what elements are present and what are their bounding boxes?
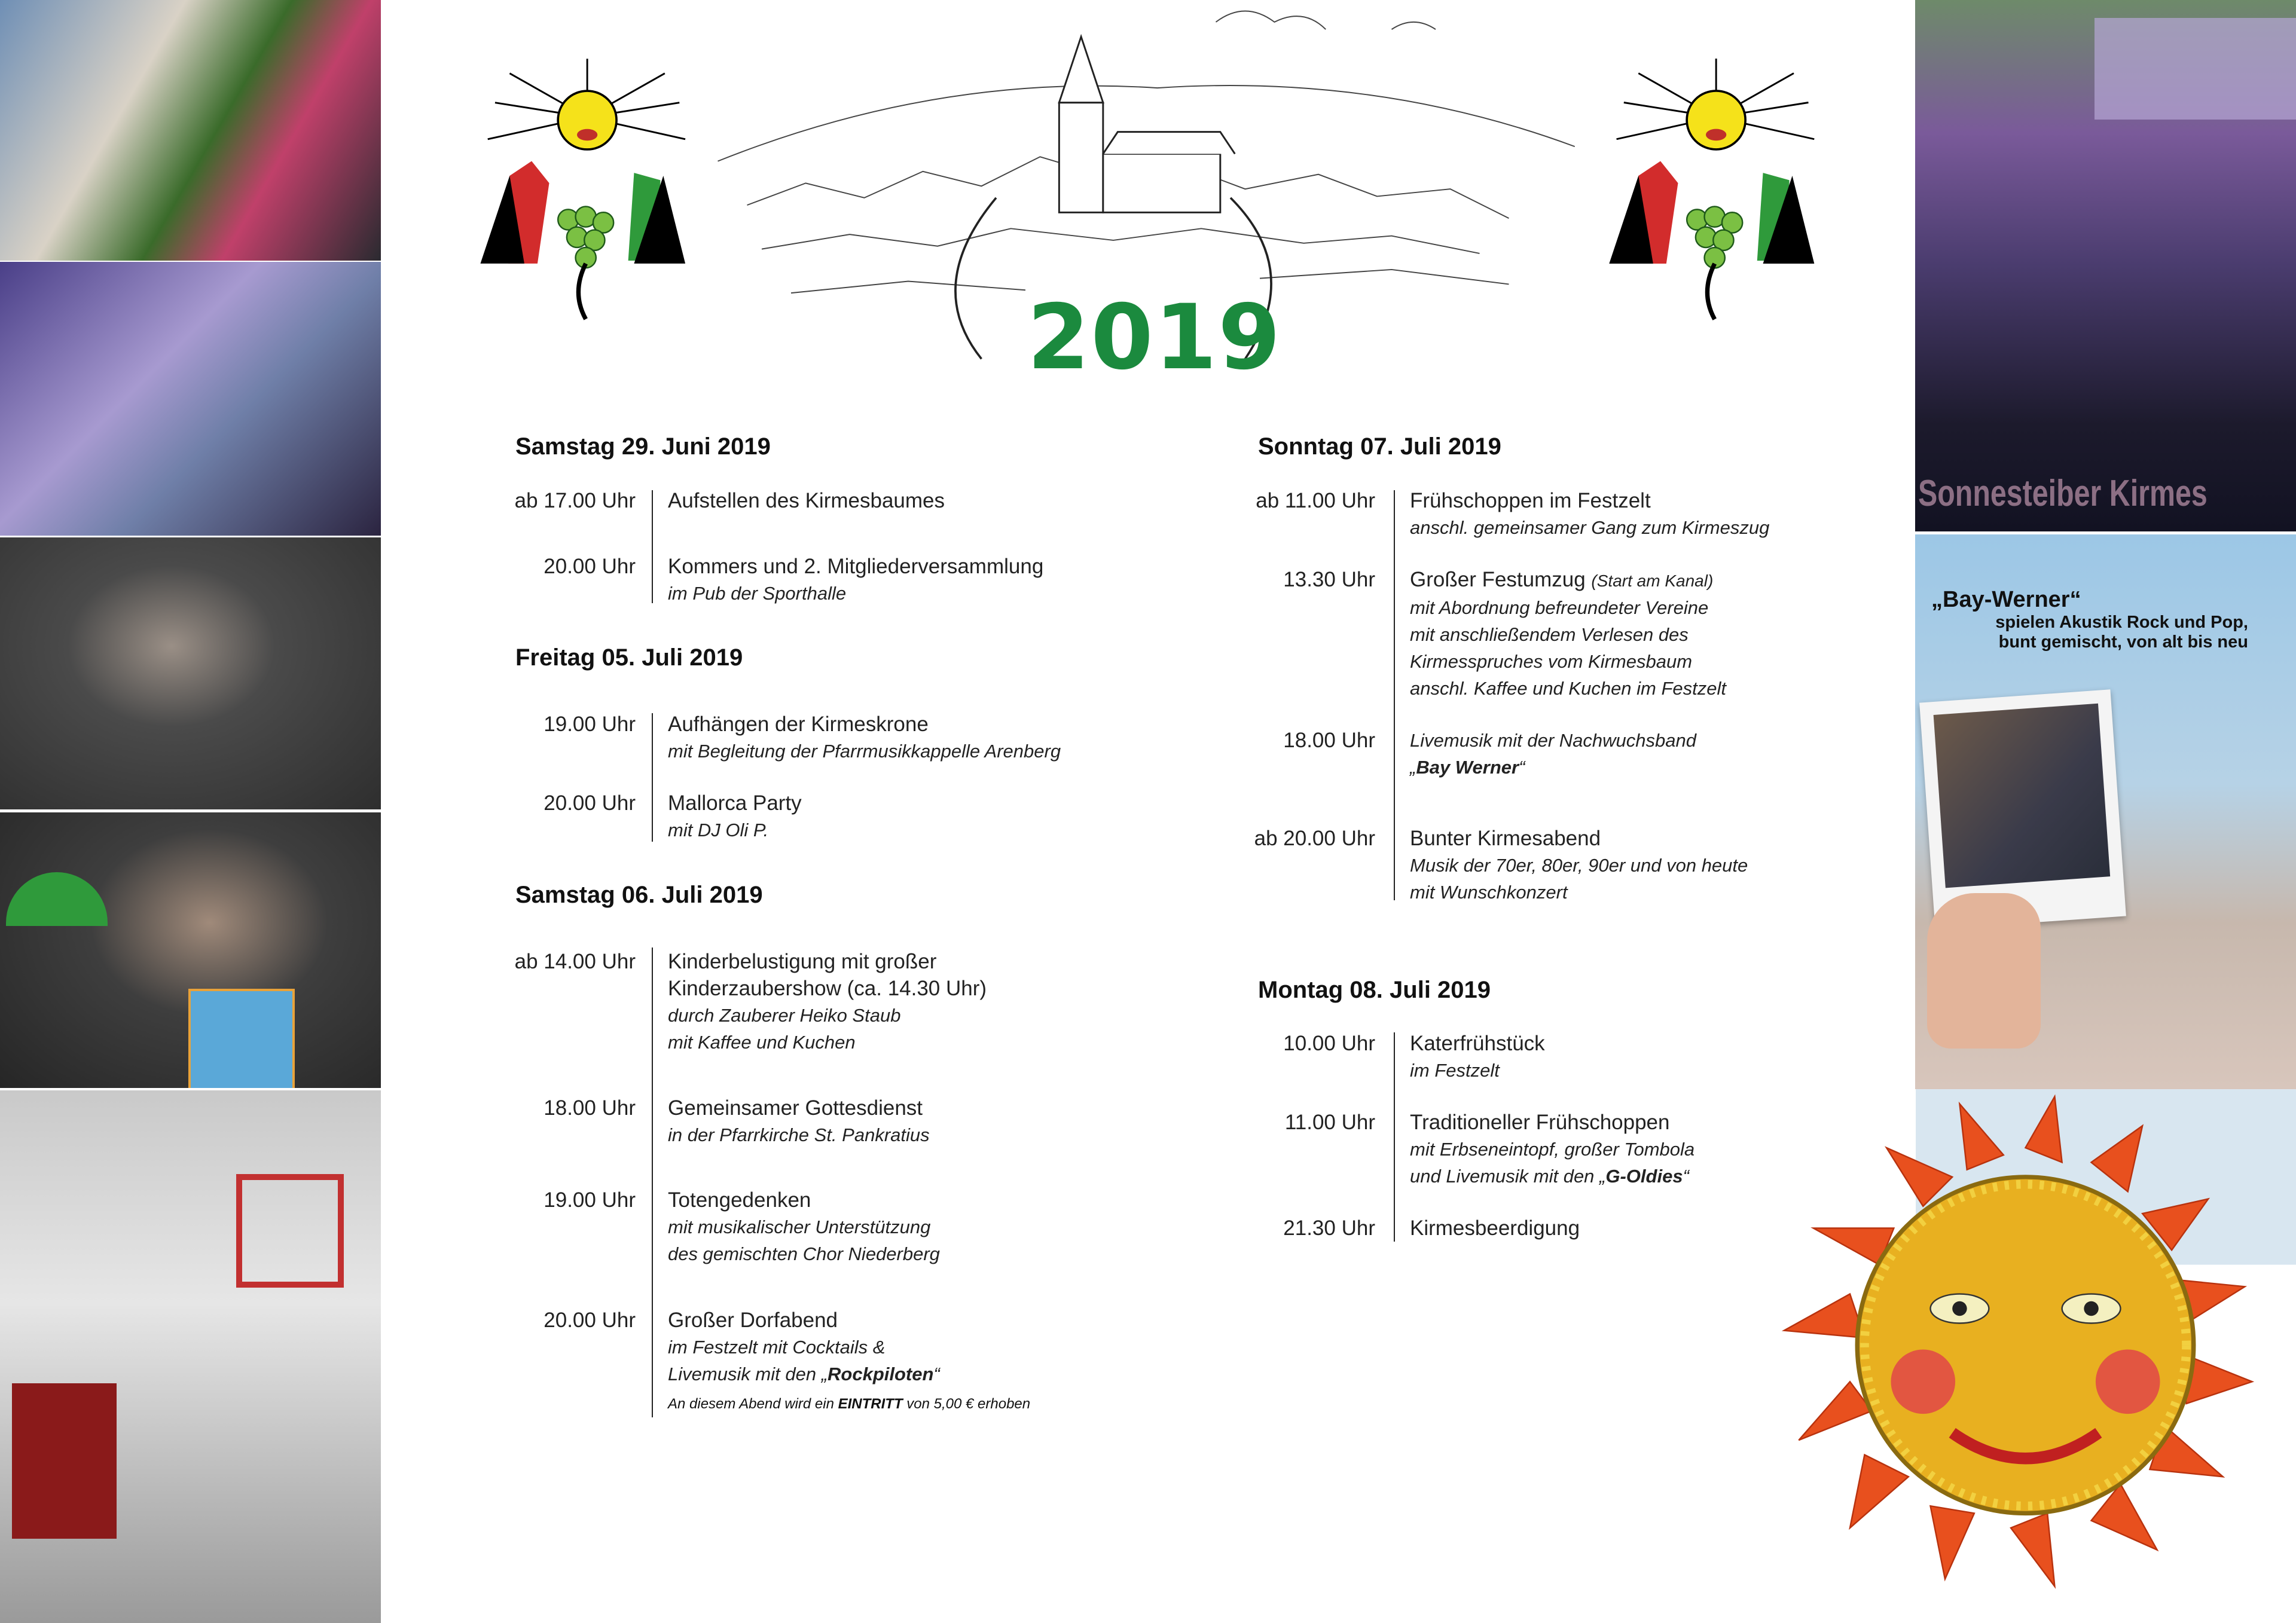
event-detail-text: Musik der 70er, 80er, 90er und von heute — [1410, 855, 1748, 876]
event-title — [668, 1307, 1030, 1334]
event-detail — [668, 1214, 940, 1240]
event-time: 21.30 Uhr — [1283, 1217, 1375, 1240]
crown-frame — [236, 1174, 344, 1288]
admission-note-emphasis: EINTRITT — [838, 1396, 903, 1412]
photo-tent-toast — [0, 262, 381, 536]
photo-kirmes-crown — [0, 1090, 381, 1623]
stage-banner-text: Sonnesteiber Kirmes — [1918, 473, 2208, 514]
event-item — [668, 1307, 1030, 1413]
timeline-divider — [652, 713, 653, 842]
event-time: 13.30 Uhr — [1283, 568, 1375, 591]
event-item — [1410, 487, 1769, 541]
event-detail-text: mit musikalischer Unterstützung — [668, 1217, 931, 1237]
event-title-text: Großer Festumzug — [1410, 568, 1592, 591]
event-item — [668, 948, 987, 1056]
event-detail-text: anschl. gemeinsamer Gang zum Kirmeszug — [1410, 517, 1770, 538]
event-item — [1410, 727, 1696, 781]
event-item — [1410, 1109, 1694, 1190]
photo-magician-pipe — [0, 537, 381, 809]
event-detail-text: in der Pfarrkirche St. Pankratius — [668, 1124, 930, 1145]
event-item — [668, 790, 802, 843]
event-detail-text: Livemusik mit den „ — [668, 1364, 828, 1384]
event-detail — [1410, 1136, 1694, 1163]
event-detail-text: im Festzelt mit Cocktails & — [668, 1337, 886, 1358]
sun-face-sculpture — [1755, 1089, 2296, 1623]
event-detail — [668, 817, 802, 843]
event-time: ab 17.00 Uhr — [514, 489, 636, 512]
event-title — [1410, 1030, 1545, 1057]
event-detail — [1410, 594, 1726, 621]
event-item — [668, 1095, 930, 1148]
event-time: 11.00 Uhr — [1284, 1111, 1375, 1134]
event-title-text: Aufhängen der Kirmeskrone — [668, 713, 929, 736]
hand — [1927, 893, 2041, 1049]
event-detail — [668, 1334, 1030, 1361]
event-item — [1410, 1030, 1545, 1084]
photo-stage-band — [1915, 0, 2296, 531]
event-detail-text: mit Wunschkonzert — [1410, 882, 1568, 903]
event-title — [668, 790, 802, 817]
event-time: ab 11.00 Uhr — [1256, 489, 1375, 512]
event-item — [668, 711, 1061, 765]
event-detail-text: im Festzelt — [1410, 1060, 1500, 1081]
event-title-text: Großer Dorfabend — [668, 1309, 838, 1332]
event-title-text: Katerfrühstück — [1410, 1032, 1545, 1055]
event-title-text: Kinderbelustigung mit großer — [668, 950, 937, 973]
band-name: Rockpiloten — [828, 1364, 934, 1384]
band-name: G-Oldies — [1605, 1166, 1683, 1187]
event-title-text: Totengedenken — [668, 1188, 811, 1212]
event-detail-text: Livemusik mit der Nachwuchsband — [1410, 730, 1696, 751]
event-detail-text: Kirmesspruches vom Kirmesbaum — [1410, 651, 1693, 672]
timeline-divider — [652, 947, 653, 1417]
day-heading: Samstag 29. Juni 2019 — [515, 433, 771, 460]
event-item — [668, 487, 945, 514]
event-title — [668, 553, 1043, 580]
caption-title: „Bay-Werner“ — [1931, 587, 2081, 612]
band-name: Bay Werner — [1416, 757, 1519, 778]
event-detail — [668, 1121, 930, 1148]
event-detail — [668, 1361, 1030, 1387]
event-detail — [1410, 514, 1769, 541]
stage-screen — [2095, 18, 2296, 120]
event-detail — [1410, 852, 1748, 879]
event-detail-text: “ — [1519, 757, 1525, 778]
event-title-text: Mallorca Party — [668, 791, 802, 815]
event-detail — [1410, 1163, 1694, 1190]
event-title — [1410, 566, 1726, 594]
event-title — [1410, 487, 1769, 514]
event-detail — [1410, 1057, 1545, 1084]
polaroid-image — [1934, 704, 2111, 888]
green-umbrella — [6, 872, 108, 926]
event-detail — [668, 1240, 940, 1267]
event-title — [668, 711, 1061, 738]
timeline-divider — [1394, 1032, 1395, 1242]
timeline-divider — [652, 490, 653, 603]
year-title: 2019 — [1027, 286, 1282, 390]
event-title — [668, 1187, 940, 1214]
polaroid — [1919, 689, 2126, 929]
event-detail — [668, 1029, 987, 1056]
event-detail — [1410, 675, 1726, 702]
event-detail — [1410, 648, 1726, 675]
event-title — [668, 487, 945, 514]
bay-werner-caption — [1931, 587, 2248, 652]
event-item — [668, 1187, 940, 1267]
event-title — [668, 948, 987, 975]
caption-line-1: spielen Akustik Rock und Pop, — [1995, 613, 2248, 632]
day-heading: Samstag 06. Juli 2019 — [515, 882, 763, 908]
sun-vintner-logo-right — [1589, 59, 1823, 322]
event-time: 19.00 Uhr — [544, 1188, 636, 1212]
event-title — [1410, 825, 1748, 852]
event-detail — [668, 738, 1061, 765]
sun-vintner-logo-left — [466, 59, 688, 322]
event-detail-text: durch Zauberer Heiko Staub — [668, 1005, 901, 1026]
event-detail-text: des gemischten Chor Niederberg — [668, 1243, 940, 1264]
event-title-text: Aufstellen des Kirmesbaumes — [668, 489, 945, 512]
event-time: 20.00 Uhr — [544, 1309, 636, 1332]
event-detail-text: “ — [933, 1364, 940, 1384]
photo-crowd-with-flower-crown — [0, 0, 381, 261]
event-item — [1410, 566, 1726, 702]
event-detail — [1410, 754, 1696, 781]
event-detail — [1410, 621, 1726, 648]
event-detail — [1410, 727, 1696, 754]
admission-note-text: von 5,00 € erhoben — [902, 1396, 1031, 1412]
event-time: 18.00 Uhr — [544, 1096, 636, 1120]
event-item — [668, 553, 1043, 607]
event-detail-text: mit Kaffee und Kuchen — [668, 1032, 856, 1053]
event-time: 19.00 Uhr — [544, 713, 636, 736]
event-title-text: Kirmesbeerdigung — [1410, 1217, 1580, 1240]
event-time: ab 20.00 Uhr — [1254, 827, 1375, 850]
event-time: 20.00 Uhr — [544, 555, 636, 578]
event-detail-text: mit anschließendem Verlesen des — [1410, 624, 1689, 645]
event-detail-text: „ — [1410, 757, 1416, 778]
event-item — [1410, 1215, 1580, 1242]
timeline-divider — [1394, 490, 1395, 900]
event-title — [1410, 1215, 1580, 1242]
event-title-text: Bunter Kirmesabend — [1410, 827, 1601, 850]
admission-note-text: An diesem Abend wird ein — [668, 1396, 838, 1412]
event-time: ab 14.00 Uhr — [514, 950, 636, 973]
caption-line-2: bunt gemischt, von alt bis neu — [1998, 632, 2248, 652]
event-title-line-2: Kinderzaubershow (ca. 14.30 Uhr) — [668, 977, 987, 1000]
zoo-sign — [188, 989, 295, 1088]
event-detail-text: “ — [1683, 1166, 1689, 1187]
day-heading: Freitag 05. Juli 2019 — [515, 644, 743, 671]
event-detail — [668, 1002, 987, 1029]
red-box — [12, 1383, 117, 1539]
event-item — [1410, 825, 1748, 906]
event-title-text: Traditioneller Frühschoppen — [1410, 1111, 1670, 1134]
event-detail — [1410, 879, 1748, 906]
day-heading: Montag 08. Juli 2019 — [1258, 977, 1491, 1003]
event-title — [1410, 1109, 1694, 1136]
event-detail-text: mit Begleitung der Pfarrmusikkappelle Arenberg — [668, 741, 1061, 762]
event-time: 10.00 Uhr — [1283, 1032, 1375, 1055]
event-detail-text: mit DJ Oli P. — [668, 820, 769, 840]
admission-note — [668, 1396, 1030, 1413]
day-heading: Sonntag 07. Juli 2019 — [1258, 433, 1501, 460]
event-detail — [668, 580, 1043, 607]
event-time: 18.00 Uhr — [1283, 729, 1375, 752]
event-detail-text: anschl. Kaffee und Kuchen im Festzelt — [1410, 678, 1727, 699]
event-title-text: Gemeinsamer Gottesdienst — [668, 1096, 923, 1120]
event-detail-text: mit Erbseneintopf, großer Tombola — [1410, 1139, 1695, 1160]
event-title-note: (Start am Kanal) — [1591, 571, 1714, 590]
event-title-text: Frühschoppen im Festzelt — [1410, 489, 1651, 512]
event-detail-text: mit Abordnung befreundeter Vereine — [1410, 597, 1709, 618]
photo-magician-umbrella — [0, 812, 381, 1088]
event-detail-text: im Pub der Sporthalle — [668, 583, 847, 604]
event-title-text: Kommers und 2. Mitgliederversammlung — [668, 555, 1044, 578]
event-time: 20.00 Uhr — [544, 791, 636, 815]
event-title — [668, 1095, 930, 1121]
event-detail-text: und Livemusik mit den „ — [1410, 1166, 1606, 1187]
